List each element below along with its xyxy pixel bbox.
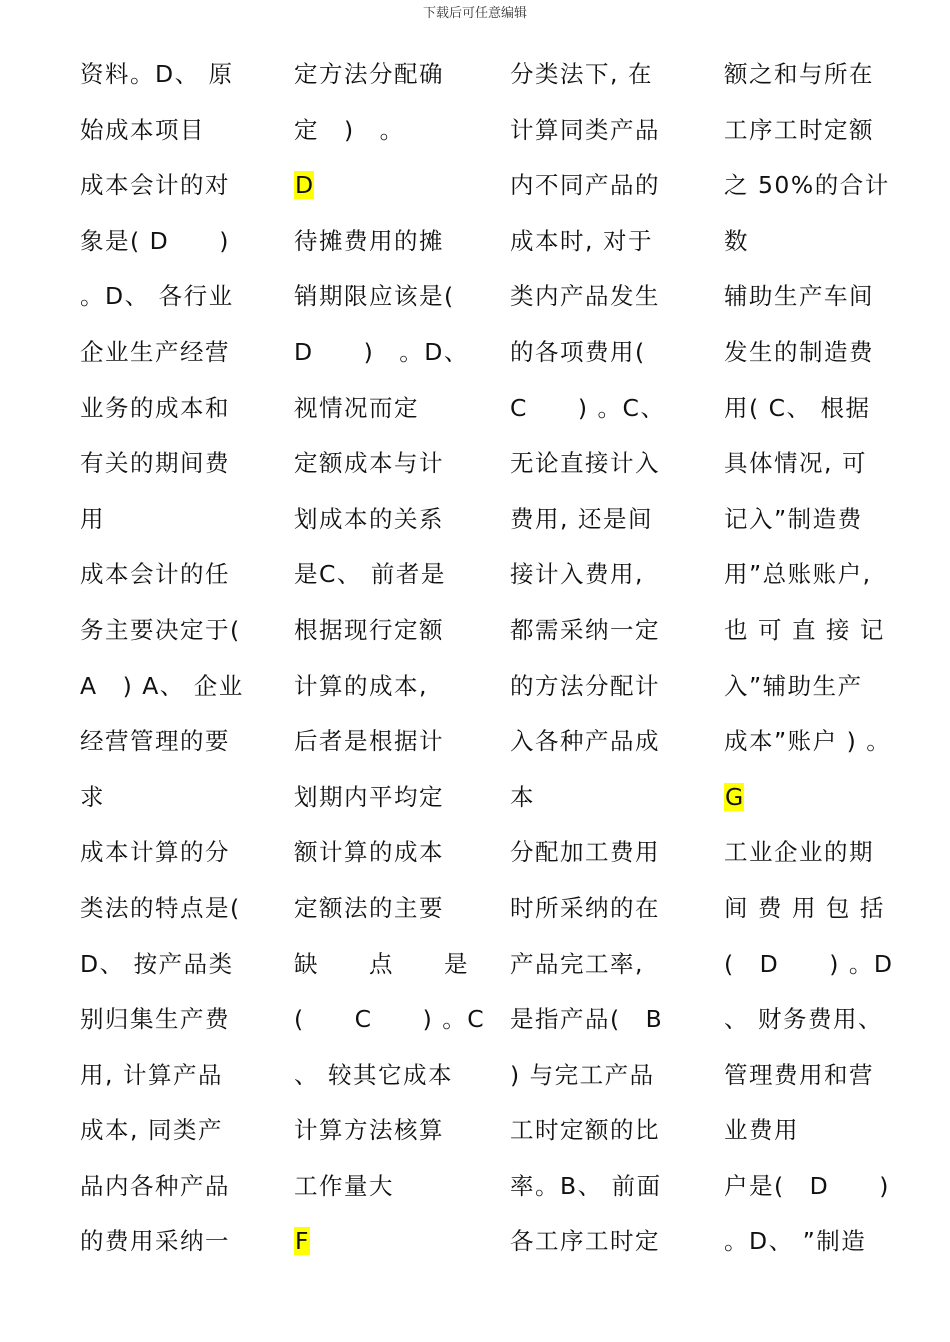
column-4 <box>724 47 920 1270</box>
line-text: 分类法下, 在 <box>510 60 653 88</box>
line-text: 、 较其它成本 <box>294 1060 453 1089</box>
text-line <box>294 436 490 492</box>
text-line <box>294 547 490 603</box>
text-line <box>510 214 706 270</box>
line-text: ) 与完工产品 <box>510 1060 655 1089</box>
text-line <box>510 881 706 937</box>
text-line <box>510 547 706 603</box>
text-line <box>724 659 920 715</box>
line-text: 时所采纳的在 <box>510 893 660 922</box>
text-line <box>724 269 920 325</box>
answer-highlight: G <box>725 782 744 811</box>
column-1 <box>80 47 276 1270</box>
line-text: C ) 。C、 <box>510 393 666 422</box>
line-text: 接计入费用, <box>510 560 644 589</box>
line-text: 成本时, 对于 <box>510 226 653 255</box>
text-line <box>294 269 490 325</box>
text-line <box>510 1048 706 1104</box>
line-text: 划成本的关系 <box>294 504 444 533</box>
text-line <box>294 103 490 159</box>
line-text: 工业企业的期 <box>724 838 874 867</box>
line-text: 计算同类产品 <box>510 115 660 144</box>
text-line <box>510 1103 706 1159</box>
line-text: 的方法分配计 <box>510 671 660 700</box>
text-line <box>724 492 920 548</box>
line-text: D、 按产品类 <box>80 949 234 978</box>
answer-highlight: D <box>295 171 314 200</box>
line-text: 缺 点 是 <box>294 949 469 978</box>
line-text: ( C ) 。C <box>294 1005 486 1034</box>
text-line <box>80 1159 276 1215</box>
text-line <box>294 937 490 993</box>
text-line <box>724 325 920 381</box>
line-text: 求 <box>80 782 105 811</box>
text-line <box>510 436 706 492</box>
text-line <box>294 1214 490 1270</box>
line-text: 象是( D ) <box>80 226 230 255</box>
line-text: 发生的制造费 <box>724 337 874 366</box>
text-line <box>294 825 490 881</box>
text-line <box>724 214 920 270</box>
text-line <box>724 1159 920 1215</box>
line-text: 用( C、 根据 <box>724 393 871 422</box>
line-text: 成本会计的任 <box>80 560 230 589</box>
text-line <box>294 47 490 103</box>
line-text: 间 费 用 包 括 <box>724 893 885 922</box>
line-text: 业务的成本和 <box>80 393 230 422</box>
line-text: 定方法分配确 <box>294 60 444 88</box>
text-line <box>294 881 490 937</box>
line-text: 划期内平均定 <box>294 782 444 811</box>
line-text: 具体情况, 可 <box>724 449 867 478</box>
line-text: 有关的期间费 <box>80 449 230 478</box>
text-line <box>80 1214 276 1270</box>
text-line <box>510 158 706 214</box>
line-text: 额计算的成本 <box>294 838 444 867</box>
line-text: 是指产品( B <box>510 1005 664 1034</box>
text-line <box>510 1159 706 1215</box>
line-text: 也 可 直 接 记 <box>724 615 885 644</box>
text-line <box>80 103 276 159</box>
text-line <box>294 714 490 770</box>
line-text: D ) 。D、 <box>294 337 469 366</box>
line-text: 都需采纳一定 <box>510 615 660 644</box>
line-text: 。D、 ”制造 <box>724 1227 867 1256</box>
text-line <box>80 381 276 437</box>
line-text: 定额成本与计 <box>294 449 444 478</box>
line-text: 本 <box>510 782 535 811</box>
text-line <box>80 269 276 325</box>
line-text: 视情况而定 <box>294 393 419 422</box>
text-line <box>510 659 706 715</box>
line-text: 工时定额的比 <box>510 1116 660 1145</box>
text-line <box>724 103 920 159</box>
text-line <box>294 992 490 1048</box>
line-text: 各工序工时定 <box>510 1227 660 1256</box>
line-text: 别归集生产费 <box>80 1005 230 1034</box>
line-text: A ) A、 企业 <box>80 671 244 700</box>
text-line <box>724 158 920 214</box>
text-line <box>510 770 706 826</box>
line-text: 资料。D、 原 <box>80 60 234 88</box>
line-text: 计算方法核算 <box>294 1116 444 1145</box>
line-text: 务主要决定于( <box>80 615 241 644</box>
line-text: 用 <box>80 504 105 533</box>
text-line <box>80 937 276 993</box>
line-text: 额之和与所在 <box>724 60 874 88</box>
text-line <box>724 1103 920 1159</box>
text-line <box>80 825 276 881</box>
text-line <box>724 992 920 1048</box>
line-text: 是C、 前者是 <box>294 560 446 589</box>
line-text: 业费用 <box>724 1116 799 1145</box>
line-text: 品内各种产品 <box>80 1171 230 1200</box>
text-line <box>80 659 276 715</box>
line-text: 分配加工费用 <box>510 838 660 867</box>
text-line <box>80 714 276 770</box>
line-text: 定额法的主要 <box>294 893 444 922</box>
text-line <box>510 103 706 159</box>
line-text: 企业生产经营 <box>80 337 230 366</box>
line-text: 入各种产品成 <box>510 727 660 756</box>
text-line <box>510 825 706 881</box>
text-line <box>80 1103 276 1159</box>
text-line <box>294 325 490 381</box>
text-line <box>80 436 276 492</box>
text-line <box>724 603 920 659</box>
text-line <box>80 881 276 937</box>
line-text: 成本会计的对 <box>80 171 230 200</box>
text-line <box>80 158 276 214</box>
page-header: 下载后可任意编辑 <box>422 6 527 21</box>
line-text: 待摊费用的摊 <box>294 226 444 255</box>
text-line <box>510 381 706 437</box>
text-line <box>294 770 490 826</box>
text-line <box>510 714 706 770</box>
line-text: 经营管理的要 <box>80 727 230 756</box>
text-line <box>510 603 706 659</box>
text-line <box>294 492 490 548</box>
line-text: 入”辅助生产 <box>724 671 863 700</box>
line-text: 管理费用和营 <box>724 1060 874 1089</box>
text-line <box>294 214 490 270</box>
text-line <box>724 1214 920 1270</box>
text-line <box>80 603 276 659</box>
line-text: 销期限应该是( <box>294 282 455 311</box>
text-line <box>294 659 490 715</box>
line-text: 成本, 同类产 <box>80 1116 223 1145</box>
line-text: 内不同产品的 <box>510 171 660 200</box>
text-line <box>80 992 276 1048</box>
text-line <box>294 1159 490 1215</box>
line-text: 无论直接计入 <box>510 449 660 478</box>
line-text: 。D、 各行业 <box>80 282 234 311</box>
text-line <box>724 825 920 881</box>
line-text: 工序工时定额 <box>724 115 874 144</box>
line-text: 后者是根据计 <box>294 727 444 756</box>
text-line <box>80 770 276 826</box>
text-line <box>80 492 276 548</box>
text-line <box>80 325 276 381</box>
line-text: 的各项费用( <box>510 337 646 366</box>
column-3 <box>510 47 706 1270</box>
text-line <box>724 381 920 437</box>
line-text: 用, 计算产品 <box>80 1060 223 1089</box>
text-line <box>724 881 920 937</box>
column-2 <box>294 47 490 1270</box>
text-line <box>510 1214 706 1270</box>
line-text: 类内产品发生 <box>510 282 660 311</box>
text-line <box>510 937 706 993</box>
text-line <box>80 1048 276 1104</box>
line-text: 数 <box>724 226 749 255</box>
text-line <box>724 1048 920 1104</box>
line-text: 用”总账账户, <box>724 560 872 589</box>
text-line <box>724 47 920 103</box>
text-line <box>80 214 276 270</box>
text-line <box>510 269 706 325</box>
line-text: 根据现行定额 <box>294 615 444 644</box>
line-text: 记入”制造费 <box>724 504 863 533</box>
line-text: 的费用采纳一 <box>80 1227 230 1256</box>
line-text: 定 ) 。 <box>294 115 405 144</box>
line-text: 工作量大 <box>294 1171 394 1200</box>
text-line <box>294 1103 490 1159</box>
text-line <box>724 547 920 603</box>
text-line <box>510 992 706 1048</box>
text-line <box>510 47 706 103</box>
line-text: 成本”账户 ) 。 <box>724 727 892 756</box>
text-line <box>294 603 490 659</box>
line-text: ( D ) 。D <box>724 949 894 978</box>
line-text: 、 财务费用、 <box>724 1005 883 1034</box>
answer-highlight: F <box>295 1227 309 1256</box>
text-line <box>80 47 276 103</box>
text-line <box>724 937 920 993</box>
text-line <box>724 714 920 770</box>
text-line <box>510 492 706 548</box>
text-line <box>294 158 490 214</box>
line-text: 产品完工率, <box>510 949 644 978</box>
text-line <box>724 436 920 492</box>
text-line <box>294 1048 490 1104</box>
line-text: 率。B、 前面 <box>510 1171 662 1200</box>
text-line <box>80 547 276 603</box>
line-text: 之 50%的合计 <box>724 171 890 200</box>
text-line <box>510 325 706 381</box>
line-text: 户是( D ) <box>724 1171 890 1200</box>
text-line <box>294 381 490 437</box>
line-text: 成本计算的分 <box>80 838 230 867</box>
line-text: 费用, 还是间 <box>510 504 653 533</box>
line-text: 始成本项目 <box>80 115 205 144</box>
line-text: 类法的特点是( <box>80 893 241 922</box>
line-text: 计算的成本, <box>294 671 428 700</box>
line-text: 辅助生产车间 <box>724 282 874 311</box>
text-line <box>724 770 920 826</box>
